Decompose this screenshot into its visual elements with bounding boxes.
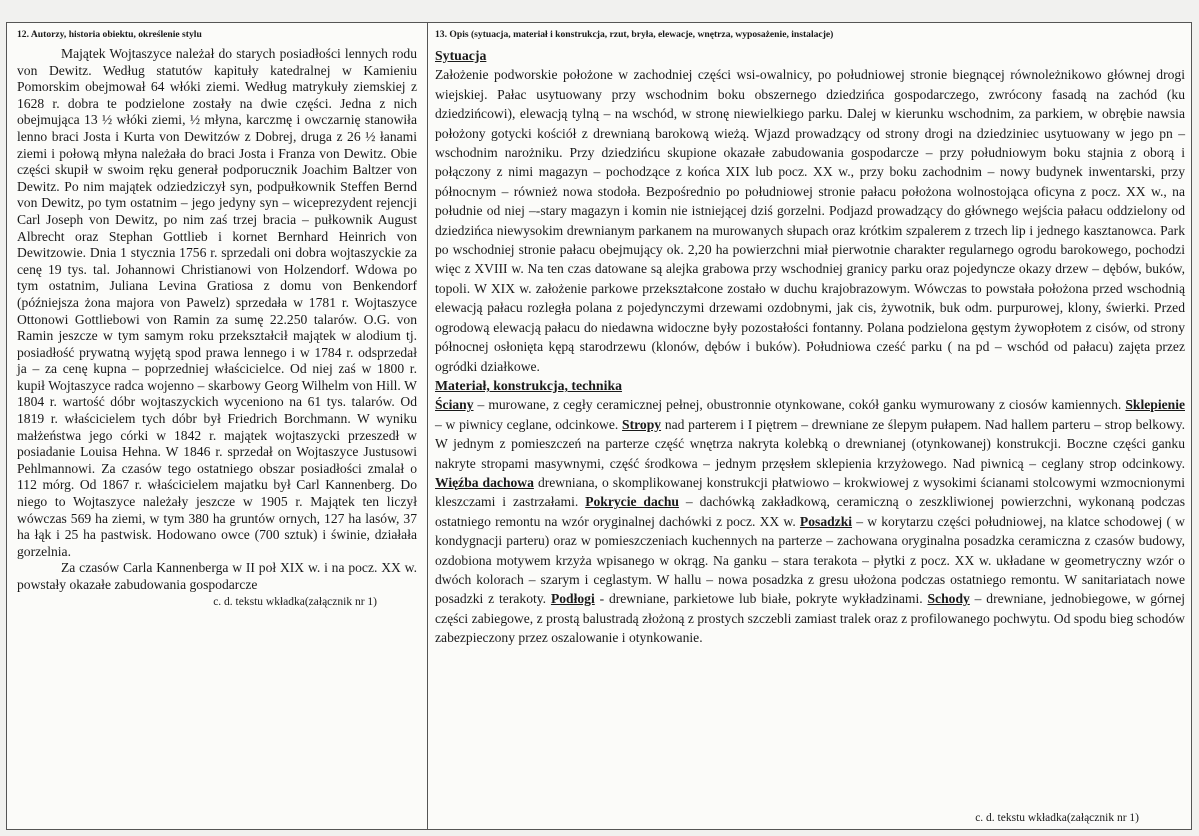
description-continuation-note: c. d. tekstu wkładka(załącznik nr 1) — [975, 812, 1139, 824]
history-text — [17, 46, 417, 594]
keyword-walls: Ściany — [435, 397, 474, 413]
history-column — [17, 29, 417, 824]
keyword-roof-truss: Więźba dachowa — [435, 474, 534, 490]
text-stairs: – drewniane, jednobiegowe, w górnej części zabiegowe, z prostą balustradą złożoną z prostych szczebli zamiast tralek oraz z profilowanego pochwytu. Od spodu bieg schodów zabezpieczony przez oszalowanie i otynkowanie. — [435, 591, 1186, 646]
keyword-stairs: Schody — [927, 591, 970, 607]
keyword-floors: Podłogi — [550, 591, 595, 607]
keyword-vault: Sklepienie — [1125, 397, 1185, 413]
section-title-situation: Sytuacja — [435, 48, 487, 63]
history-heading: 12. Autorzy, historia obiektu, określenie stylu — [17, 29, 202, 40]
keyword-roofing: Pokrycie dachu — [585, 494, 679, 510]
document-sheet — [6, 22, 1192, 830]
section-text-situation: Założenie podworskie położone w zachodniej części wsi-owalnicy, po południowej stronie biegnącej równoleżnikowo głównej drogi wiejskiej. Pałac usytuowany przy wschodnim boku obszernego dziedzińca gospodarczego, zwrócony fasadą na zachód (ku dziedzińcowi), elewacją tylną – na wschód, w stronę niewielkiego parku. Dalej w kierunku wschodnim, za parkiem, w obrębie nawsia położony gotycki kościół z drewnianą barokową wieżą. Wjazd prowadzący od strony drogi na dziedziniec usytuowany w jego pn – wschodnim narożniku. Przy dziedzińcu skupione okazałe zabudowania gospodarcze – przy południowym boku stajnia z oborą i połączony z nimi magazyn – pochodzące z końca XIX lub pocz. XX w., przy boku zachodnim – nowy budynek inwentarski, przy północnym – również nowa stodoła. Bezpośrednio po południowej stronie pałacu położona wolnostojąca oficyna z pocz. XX w., na południe od niej –-stary magazyn i komin nie istniejącej dziś gorzelni. Podjazd prowadzący do głównego wejścia pałacu oddzielony od dziedzińca niewysokim drewnianym parkanem na murowanych słupach oraz krótkim szpalerem z trzech lip i jednego kasztanowca. Park po wschodniej stronie pałacu obejmujący ok. 2,20 ha powierzchni miał pierwotnie charakter regularnego ogrodu barokowego, pochodzi więc z XVIII w. Na ten czas datowane są alejka grabowa przy wschodniej granicy parku oraz pojedyncze okazy drzew – dębów, buków, topoli. W XIX w. założenie parkowe przekształcone zostało w duchu krajobrazowym. Wówczas to powstała położona przed wschodnią elewacją pałacu rozległa polana z pojedynczymi drzewami ozdobnymi, jak cis, żywotnik, buk odm. purpurowej, klony, świerki. Przed ogrodową elewacją pałacu do niedawna widoczne były pozostałości fontanny. Polana podzielona gęstym żywopłotem z cisów, od strony północnej osłonięta kępą starodrzewu (klonów, dębów i buków). Południowa cześć parku ( na pd – wschód od pałacu) zajęta przez ogródki działkowe. — [435, 67, 1185, 374]
description-heading: 13. Opis (sytuacja, materiał i konstrukcja, rzut, bryła, elewacje, wnętrza, wyposażenie, instalacje) — [435, 29, 834, 40]
description-column — [435, 29, 1185, 824]
text-roof-truss: drewniana, o skomplikowanej konstrukcji płatwiowo – krokwiowej z wysokimi ścianami stolcowymi wzmocnionymi kleszczami i zastrzałami. — [435, 474, 1186, 510]
text-floors: - drewniane, parkietowe lub białe, pokryte wykładzinami. — [594, 591, 928, 607]
text-vault: – w piwnicy ceglane, odcinkowe. — [435, 416, 623, 432]
text-walls: – murowane, z cegły ceramicznej pełnej, obustronnie otynkowane, cokół ganku wymurowany z ciosów kamiennych. — [473, 397, 1126, 413]
section-text-material — [435, 395, 1185, 647]
text-roofing: – dachówką zakładkową, ceramiczną o zeszkliwionej powierzchni, wykonaną podczas ostatniego remontu na wzór oryginalnej dachówki z pocz. XX w. — [435, 494, 1185, 529]
text-floor-tiles: – w korytarzu części południowej, na klatce schodowej ( w kondygnacji parteru) oraz w pomieszczeniach kuchennych na parterze – zachowana oryginalna posadzka ceramiczna z czasów budowy, ozdobiona motywem krzyża wpisanego w okrąg. Na ganku – stara terakota – płytki z pocz. XX w. układane w geometryczny wzór o dwóch kolorach – szarym i ceglastym. W hallu – nowa posadzka z gresu ułożona podczas ostatniego remontu. W sanitariatach nowe posadzki z terakoty. — [435, 513, 1185, 607]
column-divider — [427, 23, 428, 829]
history-continuation-note: c. d. tekstu wkładka(załącznik nr 1) — [213, 595, 377, 608]
history-paragraph-1: Majątek Wojtaszyce należał do starych posiadłości lennych rodu von Dewitz. Według statutów kapituły katedralnej w Kamieniu Pomorskim obejmował 64 włóki ziemi. Według matrykuły ziemskiej z 1628 r. dobra te podzielone zostały na dwie części. Jedna z nich obejmująca 13 ½ włóki ziemi, ½ młyna, karczmę i owczarnię stanowiła lenno braci Josta i Kurta von Dewitzów z Dobrej, druga z 26 ½ łanami ziemi i połową młyna należała do braci Josta i Franza von Dewitz. Obie części skupił w swoim ręku generał podporucznik Joachim Baltzer von Dewitz. Po nim majątek odziedziczył syn, podpułkownik Steffen Bernd von Dewitz, po tym ostatnim – jego jedyny syn – wiceprezydent rejencji Carl Joseph von Dewitz, po nim zaś trzej bracia – pułkownik August Albrecht oraz Stephan Gottlieb i kornet Bernhard Heinrich von Dewitzowie. Dnia 1 stycznia 1756 r. sprzedali oni dobra wojtaszyckie za cenę 19 tys. tal. Johannowi Christianowi von Holzendorf. Wdowa po tym ostatnim, Juliana Levina Gratiosa z domu von Benkendorf (późniejsza żona majora von Pawelz) sprzedała w 1781 r. Wojtaszyce Ottonowi Gottliebowi von Ramin za sumę 22.250 talarów. O.G. von Ramin jeszcze w tym samym roku przekształcił majątek w alodium tj. posiadłość prywatną wyjętą spod prawa lennego i w 1784 r. odsprzedał ja – za cenę kupna – poprzedniej właścicielce. Od niej zaś w 1800 r. kupił Wojtaszyce radca wojenno – skarbowy Georg Wilhelm von Hill. W 1804 r. wartość dóbr wojtaszyckich wyceniono na 61 tys. talarów. Od 1819 r. właścicielem tych dóbr był Friedrich Borchmann. W wyniku małżeństwa jego córki w 1842 r. majątek wojtaszycki przeszedł w posiadanie Louisa Hehna. W 1846 r. sprzedał on Wojtaszyce Justusowi Pehlmannowi. Za czasów tego ostatniego obszar posiadłości zmalał o 112 mórg. Od 1867 r. właścicielem majatku był Carl Kannenberg. Do niego to Wojtaszyce należały jeszcze w 1905 r. Majątek ten liczył wówczas 569 ha ziemi, w tym 380 ha gruntów ornych, 127 ha lasów, 37 ha łąk i 25 ha pastwisk. Hodowano owce (700 sztuk) i świnie, działała gorzelnia. — [17, 46, 417, 559]
section-title-material: Materiał, konstrukcja, technika — [435, 377, 623, 393]
keyword-ceilings: Stropy — [622, 416, 662, 432]
text-ceilings: nad parterem i I piętrem – drewniane ze ślepym pułapem. Nad hallem parteru – strop belkowy. W jednym z pomieszczeń na parterze część wnętrza nakryta kolebką o drewnianej (otynkowanej) konstrukcji. Boczne części ganku nakryte stropami masywnymi, część środkowa – jednym przęsłem sklepienia krzyżowego. Nad piwnicą – ceglany strop odcinkowy. — [435, 416, 1185, 471]
keyword-floor-tiles: Posadzki — [799, 513, 853, 529]
history-paragraph-2: Za czasów Carla Kannenberga w II poł XIX w. i na pocz. XX w. powstały okazałe zabudowania gospodarcze — [17, 560, 417, 592]
description-text — [435, 46, 1185, 648]
